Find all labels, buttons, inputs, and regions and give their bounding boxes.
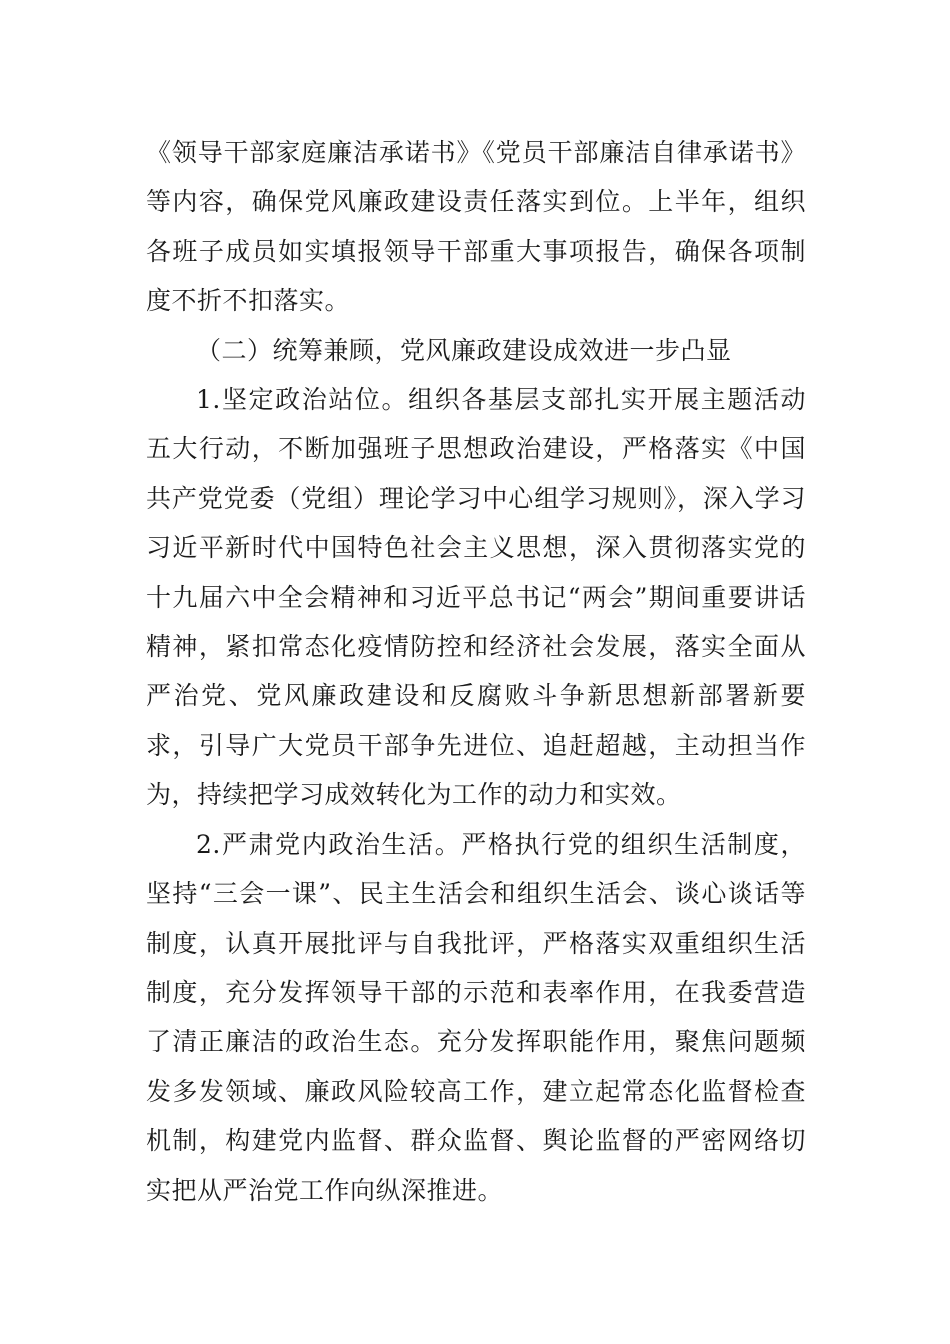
paragraph-item-2: 2.严肃党内政治生活。严格执行党的组织生活制度，坚持“三会一课”、民主生活会和组织生活会、谈心谈话等制度，认真开展批评与自我批评，严格落实双重组织生活制度，充分发挥领导干部的示范和表率作用，在我委营造了清正廉洁的政治生态。充分发挥职能作用，聚焦问题频发多发领域、廉政风险较高工作，建立起常态化监督检查机制，构建党内监督、群众监督、舆论监督的严密网络切实把从严治党工作向纵深推进。	[146, 829, 806, 1205]
document-body	[146, 128, 806, 1215]
paragraph-item-1: 1.坚定政治站位。组织各基层支部扎实开展主题活动五大行动，不断加强班子思想政治建设，严格落实《中国共产党党委（党组）理论学习中心组学习规则》，深入学习习近平新时代中国特色社会主义思想，深入贯彻落实党的十九届六中全会精神和习近平总书记“两会”期间重要讲话精神，紧扣常态化疫情防控和经济社会发展，落实全面从严治党、党风廉政建设和反腐败斗争新思想新部署新要求，引导广大党员干部争先进位、追赶超越，主动担当作为，持续把学习成效转化为工作的动力和实效。	[146, 385, 806, 810]
section-heading: （二）统筹兼顾，党风廉政建设成效进一步凸显	[196, 335, 732, 365]
paragraph-continuation: 《领导干部家庭廉洁承诺书》《党员干部廉洁自律承诺书》等内容，确保党风廉政建设责任落实到位。上半年，组织各班子成员如实填报领导干部重大事项报告，确保各项制度不折不扣落实。	[146, 138, 806, 316]
